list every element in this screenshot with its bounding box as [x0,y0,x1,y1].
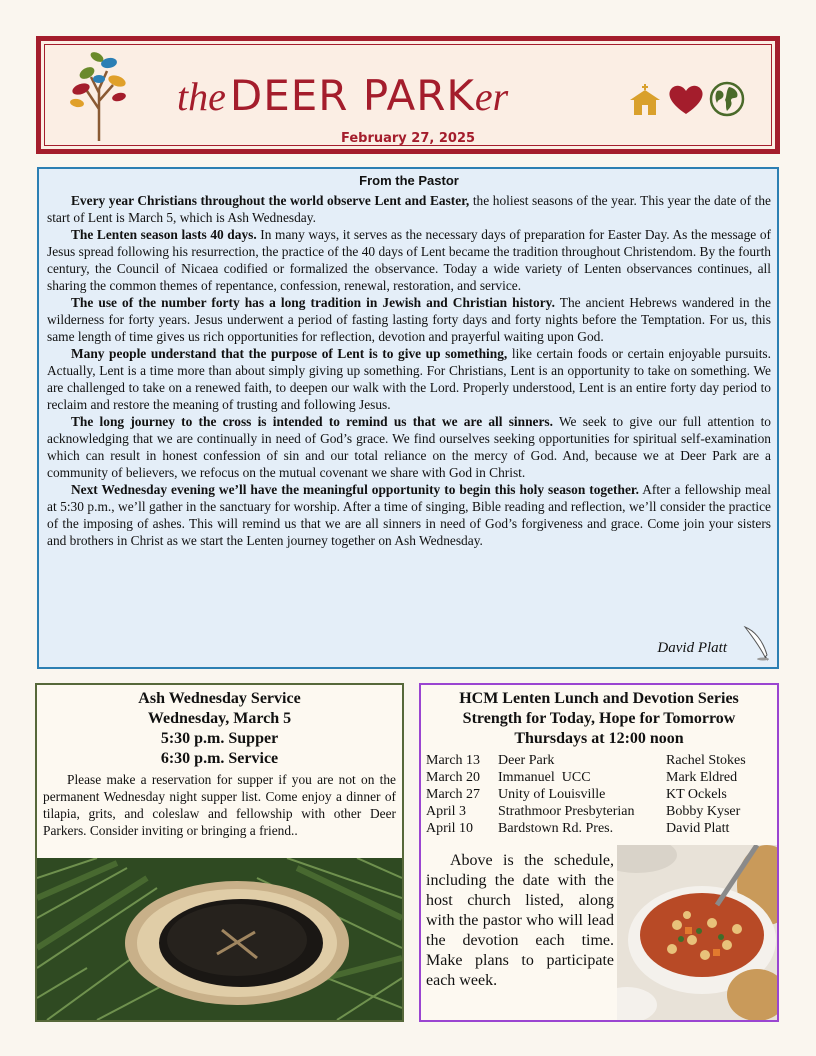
pastor-signature: David Platt [657,640,727,656]
hcm-body: Above is the schedule, including the date with the host church listed, along with the pastor who will lead the devotion each time. Make plans to participate each week. [426,852,614,989]
tree-logo-icon [69,49,129,141]
heart-icon [667,82,705,116]
hcm-time: Thursdays at 12:00 noon [514,730,684,747]
church-icon [627,82,663,116]
soup-bowl-image [617,845,777,1021]
ash-body: Please make a reservation for supper if you are not on the permanent Wednesday night supper list. Come enjoy a dinner of tilapia, grits, and coleslaw and fellowship with other Deer Parkers. Consider inviting or bringing a friend.. [43,772,396,838]
schedule-pastor: Bobby Kyser [666,804,741,819]
ash-bowl-image [37,858,402,1020]
pastor-paragraph [47,481,771,549]
paragraph-lead: The use of the number forty has a long tradition in Jewish and Christian history. [71,295,555,310]
masthead-panel [40,40,776,150]
paragraph-lead: Many people understand that the purpose of Lent is to give up something, [71,346,508,361]
schedule-pastor: KT Ockels [666,787,727,802]
paragraph-text: We seek to give our full attention to acknowledging that we are continually in need of God’s grace. We find ourselves seeking opportunities for spiritual self-examination which can result in honest confession of sin and our total reliance on the mercy of God. And, because we at Deer Park are a community of believers, we refocus on the mutual covenant we share with God in Christ. [47,414,771,480]
table-row [426,820,777,837]
paragraph-lead: The long journey to the cross is intended to remind us that we are all sinners. [71,414,553,429]
table-row [426,769,777,786]
pastor-paragraph [47,226,771,294]
schedule-church: Strathmoor Presbyterian [498,804,635,819]
schedule-date: March 13 [426,753,481,768]
title-main: DEER PARK [229,71,475,120]
pastor-paragraph [47,345,771,413]
schedule-pastor: David Platt [666,821,730,836]
ash-header [37,685,402,769]
paragraph-lead: The Lenten season lasts 40 days. [71,227,257,242]
paragraph-lead: Every year Christians throughout the world observe Lent and Easter, [71,193,470,208]
table-row [426,752,777,769]
paragraph-text: In many ways, it serves as the necessary days of preparation for Easter Day. As the message of Jesus spread following his resurrection, the practice of the 40 days of Lent became the tradition throughout Christendom. By the fourth century, the Council of Nicaea codified or formalized the observance. Today a wide variety of Lenten observances continues, all sharing the common themes of repentance, confession, renewal, restoration, and service. [47,227,771,293]
masthead-icons [627,81,745,117]
schedule-date: April 3 [426,804,467,819]
paragraph-lead: Next Wednesday evening we’ll have the meaningful opportunity to begin this holy season together. [71,482,639,497]
schedule-date: March 27 [426,787,481,802]
schedule-date: March 20 [426,770,481,785]
schedule-date: April 10 [426,821,474,836]
title-the: the [177,74,226,119]
ash-wednesday-box [35,683,404,1022]
hcm-schedule [426,752,777,837]
pastor-paragraph [47,294,771,345]
quill-pen-icon [741,625,771,661]
masthead [36,36,780,154]
schedule-pastor: Rachel Stokes [666,753,746,768]
globe-icon [709,81,745,117]
hcm-lenten-box [419,683,779,1022]
pastor-article [37,167,779,669]
hcm-subtitle: Strength for Today, Hope for Tomorrow [462,710,736,727]
ash-title: Ash Wednesday Service [138,690,301,707]
ash-date: Wednesday, March 5 [147,710,292,727]
paragraph-text: the holiest seasons of the year. This year the date of the start of Lent is March 5, which is Ash Wednesday. [47,193,772,225]
table-row [426,786,777,803]
paragraph-text: The ancient Hebrews wandered in the wilderness for forty years. Jesus underwent a period of fasting lasting forty days and forty nights before the Temptation. For us, this same length of time gives us rich opportunities for reflection, devotion and prayerful waiting upon God. [47,295,771,344]
pastor-heading: From the Pastor [359,173,459,188]
paragraph-text: After a fellowship meal at 5:30 p.m., we’ll gather in the sanctuary for worship. After a time of singing, Bible reading and reflection, we’ll consider the practice of the imposing of ashes. This will remind us that we are all sinners in need of God’s forgiveness and grace. Come join your sisters and brothers in Christ as we start the Lenten journey together on Ash Wednesday. [47,482,772,548]
hcm-header [421,685,777,749]
schedule-church: Bardstown Rd. Pres. [498,821,614,836]
pastor-paragraph [47,192,771,226]
schedule-church: Unity of Louisville [498,787,606,802]
schedule-church: Immanuel UCC [498,770,591,785]
paragraph-text: like certain foods or certain enjoyable pursuits. Actually, Lent is a time more than about simply giving up something. For Christians, Lent is an opportunity to take on something. We are challenged to take on a renewed faith, to deepen our walk with the Lord. Properly understood, Lent is an entire forty day period to reclaim and restore the meaning of trusting and following Jesus. [47,346,771,412]
ash-service-time: 6:30 p.m. Service [160,750,279,767]
schedule-pastor: Mark Eldred [666,770,738,785]
schedule-church: Deer Park [498,753,555,768]
ash-supper-time: 5:30 p.m. Supper [160,730,279,747]
pastor-paragraph [47,413,771,481]
newsletter-title [177,71,508,120]
hcm-title: HCM Lenten Lunch and Devotion Series [459,690,739,707]
issue-date: February 27, 2025 [340,131,476,146]
title-er: er [474,74,509,119]
table-row [426,803,777,820]
